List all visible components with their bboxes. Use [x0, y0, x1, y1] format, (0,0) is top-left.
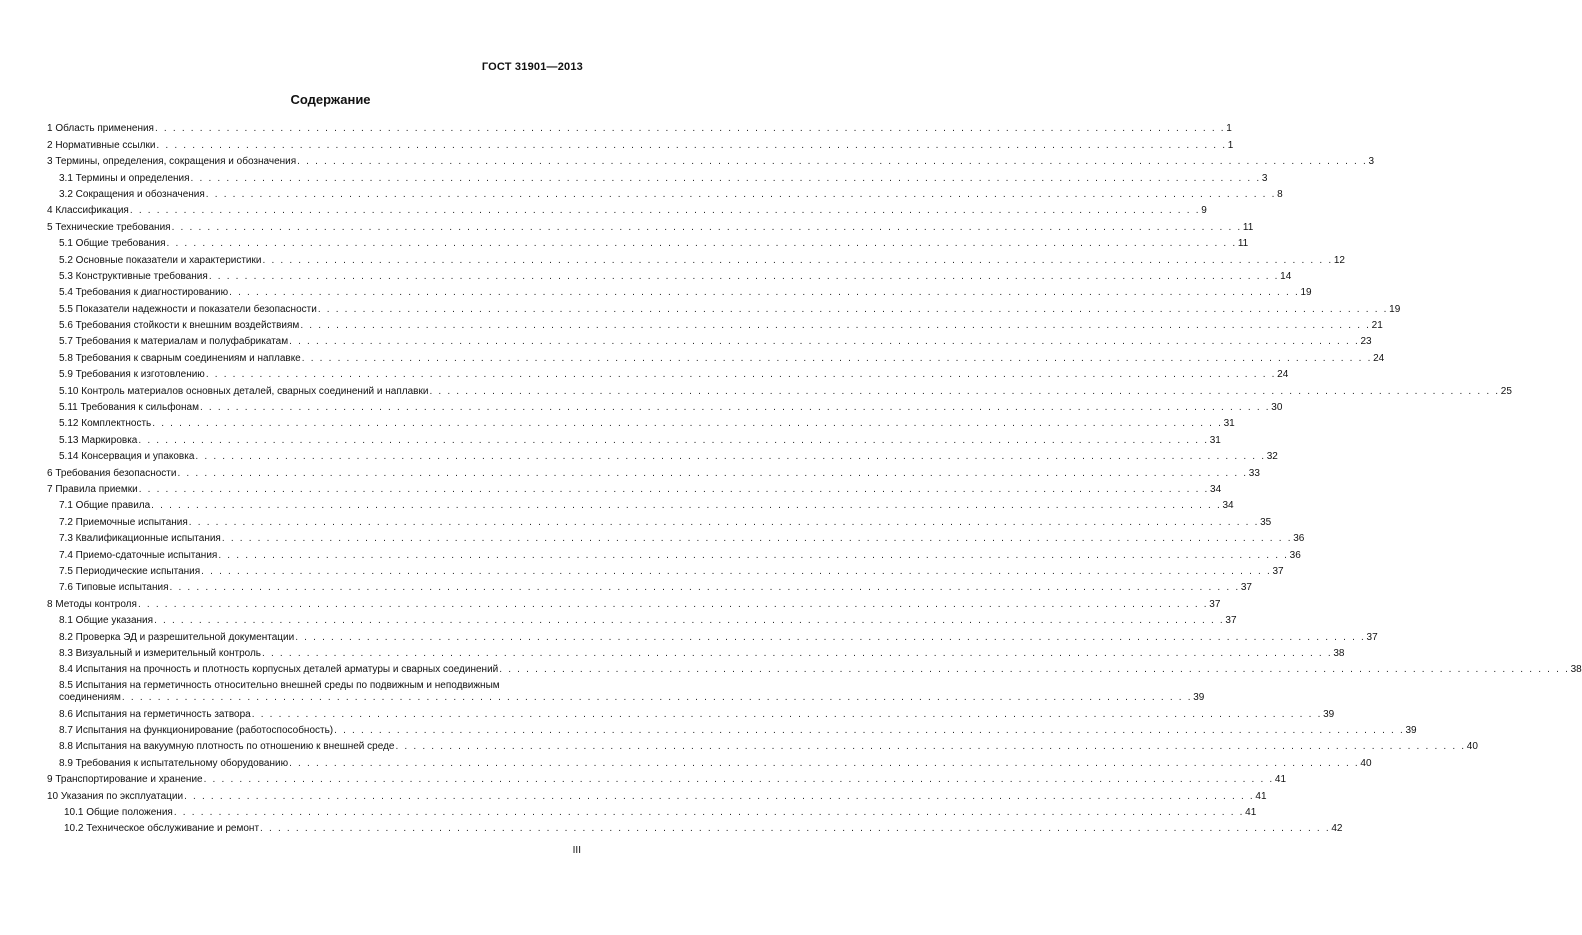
toc-entry-page: 34: [1222, 500, 1234, 512]
toc-entry-label: 8.8 Испытания на вакуумную плотность по отношению к внешней среде: [59, 741, 395, 753]
toc-entry-page: 37: [1366, 631, 1378, 643]
toc-entry-label-cont: соединениям: [59, 692, 121, 704]
toc-entry[interactable]: [47, 803, 1257, 819]
toc-entry[interactable]: [47, 365, 1289, 381]
toc-entry-label: 3.2 Сокращения и обозначения: [59, 188, 205, 200]
toc-leader-dots: . . . . . . . . . . . . . . . . . . . . . . . . . . . . . . . . . . . . . . . . . . . . . . . . . . . . . . . . . . . . . . . . . . . . . . . . . . . . . . . . . . . . . . . . . . . . . . . . . . . . . . . . . . . . . . . . . . . . . . . .: [199, 402, 1271, 414]
toc-leader-dots: . . . . . . . . . . . . . . . . . . . . . . . . . . . . . . . . . . . . . . . . . . . . . . . . . . . . . . . . . . . . . . . . . . . . . . . . . . . . . . . . . . . . . . . . . . . . . . . . . . . . . . . . . . . . . . . . . . . . . . . .: [300, 320, 1371, 332]
toc-entry-label: 3 Термины, определения, сокращения и обозначения: [47, 156, 297, 168]
toc-entry-page: 36: [1293, 533, 1305, 545]
toc-leader-dots: . . . . . . . . . . . . . . . . . . . . . . . . . . . . . . . . . . . . . . . . . . . . . . . . . . . . . . . . . . . . . . . . . . . . . . . . . . . . . . . . . . . . . . . . . . . . . . . . . . . . . . . . . . . . . . . . . . . . . . . .: [395, 741, 1466, 753]
toc-entry-label: 7.3 Квалификационные испытания: [59, 533, 221, 545]
toc-entry[interactable]: [47, 217, 1254, 233]
toc-leader-dots: . . . . . . . . . . . . . . . . . . . . . . . . . . . . . . . . . . . . . . . . . . . . . . . . . . . . . . . . . . . . . . . . . . . . . . . . . . . . . . . . . . . . . . . . . . . . . . . . . . . . . . . . . . . . . . . . . . . . . . . .: [221, 533, 1293, 545]
toc-leader-dots: . . . . . . . . . . . . . . . . . . . . . . . . . . . . . . . . . . . . . . . . . . . . . . . . . . . . . . . . . . . . . . . . . . . . . . . . . . . . . . . . . . . . . . . . . . . . . . . . . . . . . . . . . . . . . . . . . . . . . . . .: [137, 598, 1209, 610]
toc-leader-dots: . . . . . . . . . . . . . . . . . . . . . . . . . . . . . . . . . . . . . . . . . . . . . . . . . . . . . . . . . . . . . . . . . . . . . . . . . . . . . . . . . . . . . . . . . . . . . . . . . . . . . . . . . . . . . . . . . . . . . . . .: [289, 757, 1360, 769]
toc-entry[interactable]: [47, 819, 1343, 835]
toc-leader-dots: . . . . . . . . . . . . . . . . . . . . . . . . . . . . . . . . . . . . . . . . . . . . . . . . . . . . . . . . . . . . . . . . . . . . . . . . . . . . . . . . . . . . . . . . . . . . . . . . . . . . . . . . . . . . . . . . . . . . . . . .: [188, 516, 1260, 528]
toc-entry-label: 5.9 Требования к изготовлению: [59, 369, 205, 381]
toc-entry-label: 8.6 Испытания на герметичность затвора: [59, 708, 251, 720]
toc-entry-page: 35: [1260, 516, 1272, 528]
toc-entry-label: 7.4 Приемо-сдаточные испытания: [59, 549, 218, 561]
toc-entry-label: 8.7 Испытания на функционирование (работоспособность): [59, 725, 334, 737]
toc-leader-dots: . . . . . . . . . . . . . . . . . . . . . . . . . . . . . . . . . . . . . . . . . . . . . . . . . . . . . . . . . . . . . . . . . . . . . . . . . . . . . . . . . . . . . . . . . . . . . . . . . . . . . . . . . . . . . . . . . . . . . . . .: [205, 188, 1277, 200]
toc-entry-label: 10 Указания по эксплуатации: [47, 790, 184, 802]
toc-entry[interactable]: [47, 250, 1345, 266]
toc-entry-page: 39: [1193, 692, 1205, 704]
toc-entry[interactable]: [47, 381, 1512, 397]
toc-entry-label: 6 Требования безопасности: [47, 467, 177, 479]
toc-leader-dots: . . . . . . . . . . . . . . . . . . . . . . . . . . . . . . . . . . . . . . . . . . . . . . . . . . . . . . . . . . . . . . . . . . . . . . . . . . . . . . . . . . . . . . . . . . . . . . . . . . . . . . . . . . . . . . . . . . . . . . . .: [297, 156, 1368, 168]
standard-code: ГОСТ 31901—2013: [481, 61, 583, 73]
toc-entry-label: 5.8 Требования к сварным соединениям и наплавке: [59, 352, 301, 364]
toc-leader-dots: . . . . . . . . . . . . . . . . . . . . . . . . . . . . . . . . . . . . . . . . . . . . . . . . . . . . . . . . . . . . . . . . . . . . . . . . . . . . . . . . . . . . . . . . . . . . . . . . . . . . . . . . . . . . . . . . . . . . . . . .: [154, 615, 1225, 627]
toc-entry-page: 19: [1300, 287, 1312, 299]
toc-entry[interactable]: [47, 644, 1345, 660]
toc-entry-page: 3: [1261, 172, 1268, 184]
toc-entry-label: 5.13 Маркировка: [59, 434, 138, 446]
toc-entry-label: 5.14 Консервация и упаковка: [59, 451, 195, 463]
toc-leader-dots: . . . . . . . . . . . . . . . . . . . . . . . . . . . . . . . . . . . . . . . . . . . . . . . . . . . . . . . . . . . . . . . . . . . . . . . . . . . . . . . . . . . . . . . . . . . . . . . . . . . . . . . . . . . . . . . . . . . . . . . .: [151, 500, 1222, 512]
toc-entry-label: 7.6 Типовые испытания: [59, 582, 169, 594]
toc-entry-label: 8.5 Испытания на герметичность относительно внешней среды по подвижным и неподвижным: [59, 680, 500, 692]
toc-entry-label: 7.2 Приемочные испытания: [59, 516, 188, 528]
toc-leader-dots: . . . . . . . . . . . . . . . . . . . . . . . . . . . . . . . . . . . . . . . . . . . . . . . . . . . . . . . . . . . . . . . . . . . . . . . . . . . . . . . . . . . . . . . . . . . . . . . . . . . . . . . . . . . . . . . . . . . . . . . .: [156, 139, 1227, 151]
toc-entry-page: 8: [1277, 188, 1283, 200]
toc-entry-label: 1 Область применения: [47, 123, 154, 135]
toc-entry-label: 5.7 Требования к материалам и полуфабрикатам: [59, 336, 289, 348]
toc-leader-dots: . . . . . . . . . . . . . . . . . . . . . . . . . . . . . . . . . . . . . . . . . . . . . . . . . . . . . . . . . . . . . . . . . . . . . . . . . . . . . . . . . . . . . . . . . . . . . . . . . . . . . . . . . . . . . . . . . . . . . . . .: [203, 774, 1274, 786]
toc-entry-label: 5.11 Требования к сильфонам: [59, 402, 199, 414]
toc-entry-page: 11: [1237, 238, 1249, 250]
toc-entry[interactable]: [47, 185, 1283, 201]
toc-entry-label: 5.12 Комплектность: [59, 418, 152, 430]
toc-leader-dots: . . . . . . . . . . . . . . . . . . . . . . . . . . . . . . . . . . . . . . . . . . . . . . . . . . . . . . . . . . . . . . . . . . . . . . . . . . . . . . . . . . . . . . . . . . . . . . . . . . . . . . . . . . . . . . . . . . . . . . . .: [138, 434, 1209, 446]
toc-entry[interactable]: [47, 463, 1260, 479]
toc-entry-label: 5.1 Общие требования: [59, 238, 166, 250]
toc-entry[interactable]: [47, 447, 1278, 463]
toc-entry[interactable]: [47, 201, 1207, 217]
toc-entry-page: 32: [1266, 451, 1278, 463]
toc-entry-label: 10.1 Общие положения: [64, 807, 173, 819]
toc-leader-dots: . . . . . . . . . . . . . . . . . . . . . . . . . . . . . . . . . . . . . . . . . . . . . . . . . . . . . . . . . . . . . . . . . . . . . . . . . . . . . . . . . . . . . . . . . . . . . . . . . . . . . . . . . . . . . . . . . . . . . . . .: [138, 483, 1210, 495]
toc-entry-page: 24: [1373, 352, 1385, 364]
toc-entry[interactable]: [47, 660, 1582, 676]
toc-entry[interactable]: [47, 299, 1401, 315]
toc-entry-page: 40: [1360, 757, 1372, 769]
toc-entry-page: 12: [1333, 254, 1345, 266]
toc-entry-page: 9: [1201, 205, 1207, 217]
toc-entry[interactable]: [47, 152, 1375, 168]
toc-entry-page: 37: [1240, 582, 1252, 594]
toc-entry-page: 36: [1289, 549, 1301, 561]
toc-entry-label: 5.2 Основные показатели и характеристики: [59, 254, 262, 266]
toc-leader-dots: . . . . . . . . . . . . . . . . . . . . . . . . . . . . . . . . . . . . . . . . . . . . . . . . . . . . . . . . . . . . . . . . . . . . . . . . . . . . . . . . . . . . . . . . . . . . . . . . . . . . . . . . . . . . . . . . . . . . . . . .: [205, 369, 1277, 381]
toc-leader-dots: . . . . . . . . . . . . . . . . . . . . . . . . . . . . . . . . . . . . . . . . . . . . . . . . . . . . . . . . . . . . . . . . . . . . . . . . . . . . . . . . . . . . . . . . . . . . . . . . . . . . . . . . . . . . . . . . . . . . . . . .: [218, 549, 1289, 561]
toc-leader-dots: . . . . . . . . . . . . . . . . . . . . . . . . . . . . . . . . . . . . . . . . . . . . . . . . . . . . . . . . . . . . . . . . . . . . . . . . . . . . . . . . . . . . . . . . . . . . . . . . . . . . . . . . . . . . . . . . . . . . . . . .: [171, 221, 1242, 233]
toc-leader-dots: . . . . . . . . . . . . . . . . . . . . . . . . . . . . . . . . . . . . . . . . . . . . . . . . . . . . . . . . . . . . . . . . . . . . . . . . . . . . . . . . . . . . . . . . . . . . . . . . . . . . . . . . . . . . . . . . . . . . . . . .: [195, 451, 1266, 463]
toc-leader-dots: . . . . . . . . . . . . . . . . . . . . . . . . . . . . . . . . . . . . . . . . . . . . . . . . . . . . . . . . . . . . . . . . . . . . . . . . . . . . . . . . . . . . . . . . . . . . . . . . . . . . . . . . . . . . . . . . . . . . . . . .: [334, 725, 1405, 737]
toc-leader-dots: . . . . . . . . . . . . . . . . . . . . . . . . . . . . . . . . . . . . . . . . . . . . . . . . . . . . . . . . . . . . . . . . . . . . . . . . . . . . . . . . . . . . . . . . . . . . . . . . . . . . . . . . . . . . . . . . . . . . . . . .: [169, 582, 1240, 594]
toc-entry-page: 38: [1333, 647, 1345, 659]
toc-entry-page: 24: [1277, 369, 1289, 381]
toc-entry-page: 39: [1405, 725, 1417, 737]
toc-entry[interactable]: [47, 316, 1383, 332]
toc-leader-dots: . . . . . . . . . . . . . . . . . . . . . . . . . . . . . . . . . . . . . . . . . . . . . . . . . . . . . . . . . . . . . . . . . . . . . . . . . . . . . . . . . . . . . . . . . . . . . . . . . . . . . . . . . . . . . . . . . . . . . . . .: [121, 692, 1193, 704]
toc-leader-dots: . . . . . . . . . . . . . . . . . . . . . . . . . . . . . . . . . . . . . . . . . . . . . . . . . . . . . . . . . . . . . . . . . . . . . . . . . . . . . . . . . . . . . . . . . . . . . . . . . . . . . . . . . . . . . . . . . . . . . . . .: [295, 631, 1366, 643]
toc-leader-dots: . . . . . . . . . . . . . . . . . . . . . . . . . . . . . . . . . . . . . . . . . . . . . . . . . . . . . . . . . . . . . . . . . . . . . . . . . . . . . . . . . . . . . . . . . . . . . . . . . . . . . . . . . . . . . . . . . . . . . . . .: [190, 172, 1261, 184]
toc-entry-label: 7.1 Общие правила: [59, 500, 151, 512]
toc-entry-page: 41: [1255, 790, 1267, 802]
toc-entry-label: 3.1 Термины и определения: [59, 172, 190, 184]
toc-entry-label: 4 Классификация: [47, 205, 129, 217]
toc-entry-label: 5 Технические требования: [47, 221, 171, 233]
toc-entry[interactable]: [47, 753, 1372, 769]
toc-leader-dots: . . . . . . . . . . . . . . . . . . . . . . . . . . . . . . . . . . . . . . . . . . . . . . . . . . . . . . . . . . . . . . . . . . . . . . . . . . . . . . . . . . . . . . . . . . . . . . . . . . . . . . . . . . . . . . . . . . . . . . . .: [262, 647, 1333, 659]
toc-entry[interactable]: [47, 480, 1222, 496]
toc-leader-dots: . . . . . . . . . . . . . . . . . . . . . . . . . . . . . . . . . . . . . . . . . . . . . . . . . . . . . . . . . . . . . . . . . . . . . . . . . . . . . . . . . . . . . . . . . . . . . . . . . . . . . . . . . . . . . . . . . . . . . . . .: [317, 303, 1389, 315]
toc-entry-page: 41: [1245, 807, 1257, 819]
toc-entry[interactable]: [47, 770, 1287, 786]
toc-entry[interactable]: [47, 135, 1234, 151]
toc-entry-page: 11: [1242, 221, 1254, 233]
page-title: Содержание: [290, 92, 371, 107]
toc-entry-page: 33: [1248, 467, 1260, 479]
toc-leader-dots: . . . . . . . . . . . . . . . . . . . . . . . . . . . . . . . . . . . . . . . . . . . . . . . . . . . . . . . . . . . . . . . . . . . . . . . . . . . . . . . . . . . . . . . . . . . . . . . . . . . . . . . . . . . . . . . . . . . . . . . .: [262, 254, 1333, 266]
toc-entry-page: 21: [1371, 320, 1383, 332]
toc-entry-page: 1: [1226, 123, 1232, 135]
toc-entry[interactable]: [47, 578, 1252, 594]
toc-entry-label: 7 Правила приемки: [47, 483, 138, 495]
toc-entry-label: 5.10 Контроль материалов основных деталей, сварных соединений и наплавки: [59, 385, 429, 397]
toc-entry-label: 5.4 Требования к диагностированию: [59, 287, 229, 299]
toc-leader-dots: . . . . . . . . . . . . . . . . . . . . . . . . . . . . . . . . . . . . . . . . . . . . . . . . . . . . . . . . . . . . . . . . . . . . . . . . . . . . . . . . . . . . . . . . . . . . . . . . . . . . . . . . . . . . . . . . . . . . . . . .: [260, 823, 1331, 835]
toc-leader-dots: . . . . . . . . . . . . . . . . . . . . . . . . . . . . . . . . . . . . . . . . . . . . . . . . . . . . . . . . . . . . . . . . . . . . . . . . . . . . . . . . . . . . . . . . . . . . . . . . . . . . . . . . . . . . . . . . . . . . . . . .: [173, 807, 1245, 819]
toc-entry[interactable]: [47, 562, 1284, 578]
toc-entry-label: 5.5 Показатели надежности и показатели безопасности: [59, 303, 317, 315]
toc-entry-label: 8.9 Требования к испытательному оборудованию: [59, 757, 289, 769]
toc-entry[interactable]: [47, 594, 1221, 610]
toc-entry-page: 31: [1223, 418, 1235, 430]
toc-entry[interactable]: [47, 398, 1283, 414]
toc-entry[interactable]: [47, 529, 1305, 545]
toc-leader-dots: . . . . . . . . . . . . . . . . . . . . . . . . . . . . . . . . . . . . . . . . . . . . . . . . . . . . . . . . . . . . . . . . . . . . . . . . . . . . . . . . . . . . . . . . . . . . . . . . . . . . . . . . . . . . . . . . . . . . . . . .: [229, 287, 1300, 299]
table-of-contents: [47, 119, 1582, 835]
toc-entry[interactable]: [47, 119, 1232, 135]
toc-entry-page: 3: [1368, 156, 1375, 168]
toc-entry-page: 1: [1227, 139, 1234, 151]
toc-entry-page: 40: [1466, 741, 1478, 753]
toc-entry-label: 8.1 Общие указания: [59, 615, 154, 627]
toc-entry-label: 7.5 Периодические испытания: [59, 565, 201, 577]
toc-entry[interactable]: [47, 512, 1272, 528]
toc-entry-label: 5.6 Требования стойкости к внешним воздействиям: [59, 320, 300, 332]
toc-entry[interactable]: [47, 737, 1478, 753]
toc-entry-label: 8 Методы контроля: [47, 598, 137, 610]
toc-entry-page: 34: [1210, 483, 1222, 495]
toc-entry-label: 8.4 Испытания на прочность и плотность корпусных деталей арматуры и сварных соединений: [59, 664, 499, 676]
toc-entry[interactable]: [47, 430, 1221, 446]
toc-leader-dots: . . . . . . . . . . . . . . . . . . . . . . . . . . . . . . . . . . . . . . . . . . . . . . . . . . . . . . . . . . . . . . . . . . . . . . . . . . . . . . . . . . . . . . . . . . . . . . . . . . . . . . . . . . . . . . . . . . . . . . . .: [208, 270, 1280, 282]
toc-entry-page: 31: [1209, 434, 1221, 446]
toc-entry-page: 23: [1360, 336, 1372, 348]
toc-entry[interactable]: [47, 786, 1267, 802]
toc-leader-dots: . . . . . . . . . . . . . . . . . . . . . . . . . . . . . . . . . . . . . . . . . . . . . . . . . . . . . . . . . . . . . . . . . . . . . . . . . . . . . . . . . . . . . . . . . . . . . . . . . . . . . . . . . . . . . . . . . . . . . . . .: [499, 664, 1570, 676]
toc-entry-page: 37: [1272, 565, 1284, 577]
toc-entry[interactable]: [47, 332, 1372, 348]
toc-entry[interactable]: [47, 627, 1378, 643]
toc-leader-dots: . . . . . . . . . . . . . . . . . . . . . . . . . . . . . . . . . . . . . . . . . . . . . . . . . . . . . . . . . . . . . . . . . . . . . . . . . . . . . . . . . . . . . . . . . . . . . . . . . . . . . . . . . . . . . . . . . . . . . . . .: [154, 123, 1226, 135]
toc-entry-page: 19: [1389, 303, 1401, 315]
toc-leader-dots: . . . . . . . . . . . . . . . . . . . . . . . . . . . . . . . . . . . . . . . . . . . . . . . . . . . . . . . . . . . . . . . . . . . . . . . . . . . . . . . . . . . . . . . . . . . . . . . . . . . . . . . . . . . . . . . . . . . . . . . .: [152, 418, 1223, 430]
toc-leader-dots: . . . . . . . . . . . . . . . . . . . . . . . . . . . . . . . . . . . . . . . . . . . . . . . . . . . . . . . . . . . . . . . . . . . . . . . . . . . . . . . . . . . . . . . . . . . . . . . . . . . . . . . . . . . . . . . . . . . . . . . .: [429, 385, 1500, 397]
toc-entry-page: 39: [1323, 708, 1335, 720]
toc-leader-dots: . . . . . . . . . . . . . . . . . . . . . . . . . . . . . . . . . . . . . . . . . . . . . . . . . . . . . . . . . . . . . . . . . . . . . . . . . . . . . . . . . . . . . . . . . . . . . . . . . . . . . . . . . . . . . . . . . . . . . . . .: [201, 565, 1272, 577]
toc-leader-dots: . . . . . . . . . . . . . . . . . . . . . . . . . . . . . . . . . . . . . . . . . . . . . . . . . . . . . . . . . . . . . . . . . . . . . . . . . . . . . . . . . . . . . . . . . . . . . . . . . . . . . . . . . . . . . . . . . . . . . . . .: [184, 790, 1255, 802]
toc-entry-label: 10.2 Техническое обслуживание и ремонт: [64, 823, 260, 835]
toc-entry[interactable]: [47, 283, 1312, 299]
toc-entry[interactable]: [47, 676, 1205, 704]
toc-entry-page: 42: [1331, 823, 1343, 835]
toc-entry-page: 37: [1209, 598, 1221, 610]
toc-entry[interactable]: [47, 496, 1234, 512]
toc-entry[interactable]: [47, 611, 1237, 627]
toc-entry[interactable]: [47, 168, 1268, 184]
toc-entry-page: 25: [1500, 385, 1512, 397]
toc-entry-page: 14: [1280, 270, 1292, 282]
toc-entry-label: 9 Транспортирование и хранение: [47, 774, 203, 786]
toc-leader-dots: . . . . . . . . . . . . . . . . . . . . . . . . . . . . . . . . . . . . . . . . . . . . . . . . . . . . . . . . . . . . . . . . . . . . . . . . . . . . . . . . . . . . . . . . . . . . . . . . . . . . . . . . . . . . . . . . . . . . . . . .: [289, 336, 1360, 348]
toc-entry-label: 5.3 Конструктивные требования: [59, 270, 208, 282]
toc-entry-label: 8.3 Визуальный и измерительный контроль: [59, 647, 262, 659]
toc-entry[interactable]: [47, 267, 1292, 283]
page-number: III: [572, 845, 581, 856]
toc-entry-label: 2 Нормативные ссылки: [47, 139, 156, 151]
toc-entry[interactable]: [47, 414, 1235, 430]
toc-entry-label: 8.2 Проверка ЭД и разрешительной документации: [59, 631, 295, 643]
toc-entry[interactable]: [47, 704, 1335, 720]
toc-leader-dots: . . . . . . . . . . . . . . . . . . . . . . . . . . . . . . . . . . . . . . . . . . . . . . . . . . . . . . . . . . . . . . . . . . . . . . . . . . . . . . . . . . . . . . . . . . . . . . . . . . . . . . . . . . . . . . . . . . . . . . . .: [166, 238, 1237, 250]
toc-entry-page: 38: [1570, 664, 1582, 676]
toc-entry[interactable]: [47, 348, 1385, 364]
toc-entry[interactable]: [47, 721, 1417, 737]
toc-entry-page: 41: [1274, 774, 1287, 786]
toc-entry[interactable]: [47, 545, 1301, 561]
toc-entry-page: 37: [1225, 615, 1237, 627]
toc-leader-dots: . . . . . . . . . . . . . . . . . . . . . . . . . . . . . . . . . . . . . . . . . . . . . . . . . . . . . . . . . . . . . . . . . . . . . . . . . . . . . . . . . . . . . . . . . . . . . . . . . . . . . . . . . . . . . . . . . . . . . . . .: [251, 708, 1323, 720]
toc-leader-dots: . . . . . . . . . . . . . . . . . . . . . . . . . . . . . . . . . . . . . . . . . . . . . . . . . . . . . . . . . . . . . . . . . . . . . . . . . . . . . . . . . . . . . . . . . . . . . . . . . . . . . . . . . . . . . . . . . . . . . . . .: [129, 205, 1201, 217]
toc-leader-dots: . . . . . . . . . . . . . . . . . . . . . . . . . . . . . . . . . . . . . . . . . . . . . . . . . . . . . . . . . . . . . . . . . . . . . . . . . . . . . . . . . . . . . . . . . . . . . . . . . . . . . . . . . . . . . . . . . . . . . . . .: [301, 352, 1373, 364]
toc-entry[interactable]: [47, 234, 1249, 250]
toc-entry-page: 30: [1271, 402, 1283, 414]
toc-leader-dots: . . . . . . . . . . . . . . . . . . . . . . . . . . . . . . . . . . . . . . . . . . . . . . . . . . . . . . . . . . . . . . . . . . . . . . . . . . . . . . . . . . . . . . . . . . . . . . . . . . . . . . . . . . . . . . . . . . . . . . . .: [177, 467, 1248, 479]
